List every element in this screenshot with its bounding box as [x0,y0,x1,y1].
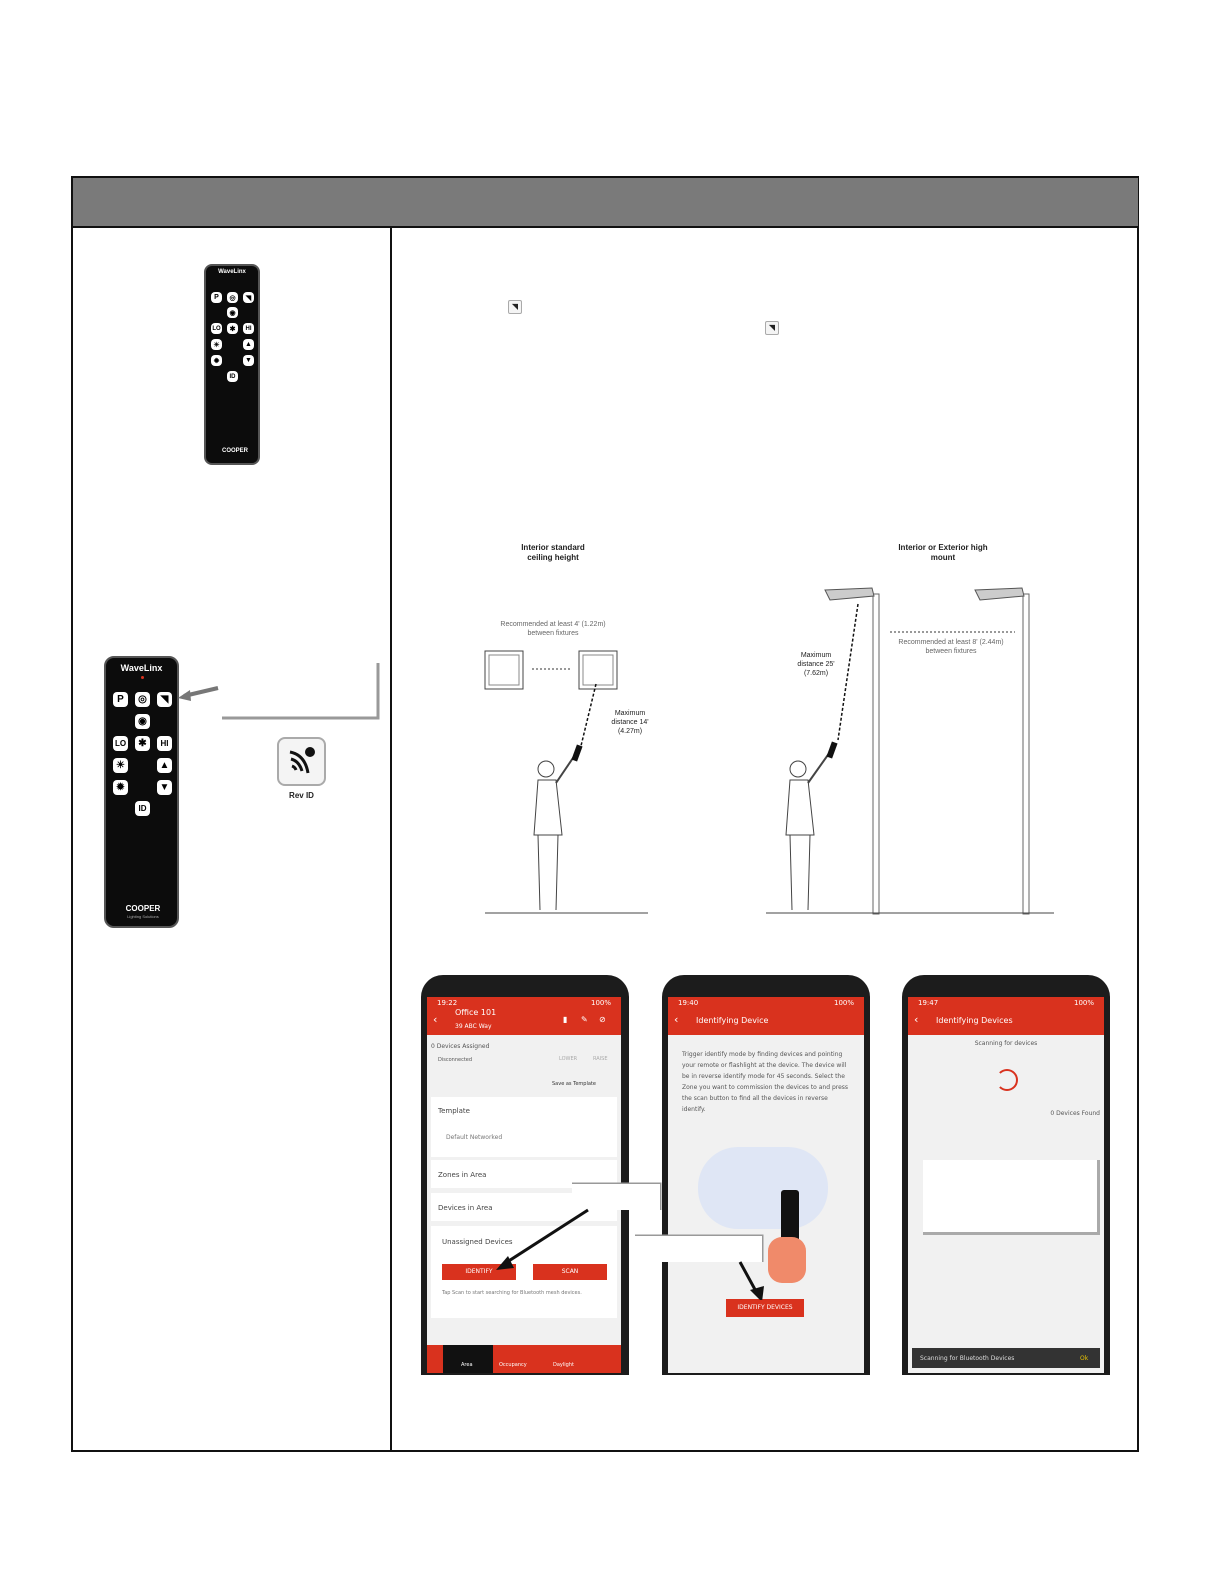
toast-text: Scanning for Bluetooth Devices [920,1355,1015,1362]
scan-button[interactable]: SCAN [533,1264,607,1280]
template-value[interactable]: Default Networked [446,1134,503,1141]
callout-lines [170,660,390,730]
template-label: Template [438,1107,470,1115]
devices-found: 0 Devices Found [1050,1110,1100,1117]
nav-occupancy[interactable]: Occupancy [499,1362,527,1368]
diagram-left-max: Maximum distance 14' (4.27m) [611,710,649,735]
status-time: 19:47 [918,999,939,1007]
column-divider [390,227,392,1452]
sun-dim-icon[interactable]: ✹ [211,355,222,366]
occupancy-icon[interactable]: ✱ [227,323,238,334]
template-card [431,1097,617,1157]
no-signal-icon[interactable]: ⊘ [599,1015,606,1024]
power-icon[interactable]: ◎ [227,292,238,303]
status-battery: 100% [833,999,854,1007]
rev-id-inline-icon: ◥ [508,300,522,314]
save-template-link[interactable]: Save as Template [552,1081,596,1087]
scan-hint: Tap Scan to start searching for Bluetooth mesh devices. [442,1290,582,1296]
rev-id-icon[interactable]: ◥ [243,292,254,303]
back-icon[interactable]: ‹ [433,1013,438,1026]
lo-button[interactable]: LO [211,323,222,334]
up-icon[interactable]: ▲ [157,758,172,773]
wireless-icon [279,739,324,784]
raise-button[interactable]: RAISE [593,1056,608,1062]
remote-large [104,656,179,928]
table-header [73,178,1138,228]
app-bar [427,997,621,1035]
disconnected-status: Disconnected [438,1057,473,1063]
diagram-right-max: Maximum distance 25' (7.62m) [797,652,835,677]
target-icon[interactable]: ◉ [227,307,238,318]
target-icon[interactable]: ◉ [135,714,150,729]
hi-button[interactable]: HI [243,323,254,334]
down-icon[interactable]: ▼ [157,780,172,795]
fixture-diagram [470,580,1070,920]
scanning-text: Scanning for devices [974,1040,1038,1047]
phone-callouts [490,1180,780,1300]
diagram-right-title: Interior or Exterior high mount [898,543,988,562]
remote-logo: COOPER [125,904,161,913]
power-icon[interactable]: ◎ [135,692,150,707]
diagram-left-recommend: Recommended at least 4' (1.22m) between fixtures [500,621,606,637]
instructions: Trigger identify mode by finding devices and pointing your remote or flashlight at the device. The device will be in reverse identify mode for 45 seconds. Select the Zone you want to commission the devices to and press the scan button to find all the devices in reverse identify. [682,1051,849,1113]
id-button[interactable]: ID [227,371,238,382]
app-bar [908,997,1104,1035]
p-button[interactable]: P [211,292,222,303]
remote-logo: COOPER [221,448,248,454]
phone-3-screen [908,997,1104,1373]
p-button[interactable]: P [113,692,128,707]
toast-ok[interactable]: Ok [1080,1355,1089,1362]
up-icon[interactable]: ▲ [243,339,254,350]
remote-small [204,264,260,465]
diagram-left-title: Interior standard ceiling height [521,543,585,562]
lower-button[interactable]: LOWER [559,1056,578,1062]
diagram-right-recommend: Recommended at least 8' (2.44m) between fixtures [898,639,1004,655]
identify-devices-button[interactable]: IDENTIFY DEVICES [726,1299,804,1317]
status-time: 19:40 [678,999,699,1007]
nav-area-active[interactable] [443,1345,493,1373]
devices-label: Devices in Area [438,1204,493,1212]
id-button[interactable]: ID [135,801,150,816]
callout-box [923,1160,1100,1235]
area-subtitle: 39 ABC Way [455,1023,492,1030]
area-title: Office 101 [455,1008,497,1017]
remote-logo-sub: Lighting Solutions [127,914,159,919]
nav-area[interactable]: Area [461,1362,473,1368]
status-battery: 100% [590,999,611,1007]
rev-id-icon[interactable]: ◥ [157,692,172,707]
app-bar [668,997,864,1035]
back-icon[interactable]: ‹ [674,1013,679,1026]
devices-assigned: 0 Devices Assigned [431,1043,490,1050]
status-battery: 100% [1073,999,1094,1007]
hi-button[interactable]: HI [157,736,172,751]
nav-daylight[interactable]: Daylight [553,1362,574,1368]
lo-button[interactable]: LO [113,736,128,751]
identify-button[interactable]: IDENTIFY [442,1264,516,1280]
led-indicator [141,676,144,679]
occupancy-icon[interactable]: ✱ [135,736,150,751]
remote-brand: WaveLinx [218,269,246,275]
status-time: 19:22 [437,999,458,1007]
screen-title: Identifying Device [696,1016,769,1025]
sun-icon[interactable]: ☀ [113,758,128,773]
spinner-icon [996,1069,1018,1091]
sun-icon[interactable]: ☀ [211,339,222,350]
screen-title: Identifying Devices [936,1016,1013,1025]
rev-id-icon-large [277,737,326,786]
remote-brand: WaveLinx [120,663,163,673]
zones-label: Zones in Area [438,1171,487,1179]
rev-id-inline-icon: ◥ [765,321,779,335]
delete-icon[interactable]: ▮ [563,1015,568,1024]
back-icon[interactable]: ‹ [914,1013,919,1026]
edit-icon[interactable]: ✎ [581,1015,588,1024]
rev-id-label: Rev ID [289,791,314,800]
unassigned-label: Unassigned Devices [442,1238,513,1246]
down-icon[interactable]: ▼ [243,355,254,366]
sun-dim-icon[interactable]: ✹ [113,780,128,795]
